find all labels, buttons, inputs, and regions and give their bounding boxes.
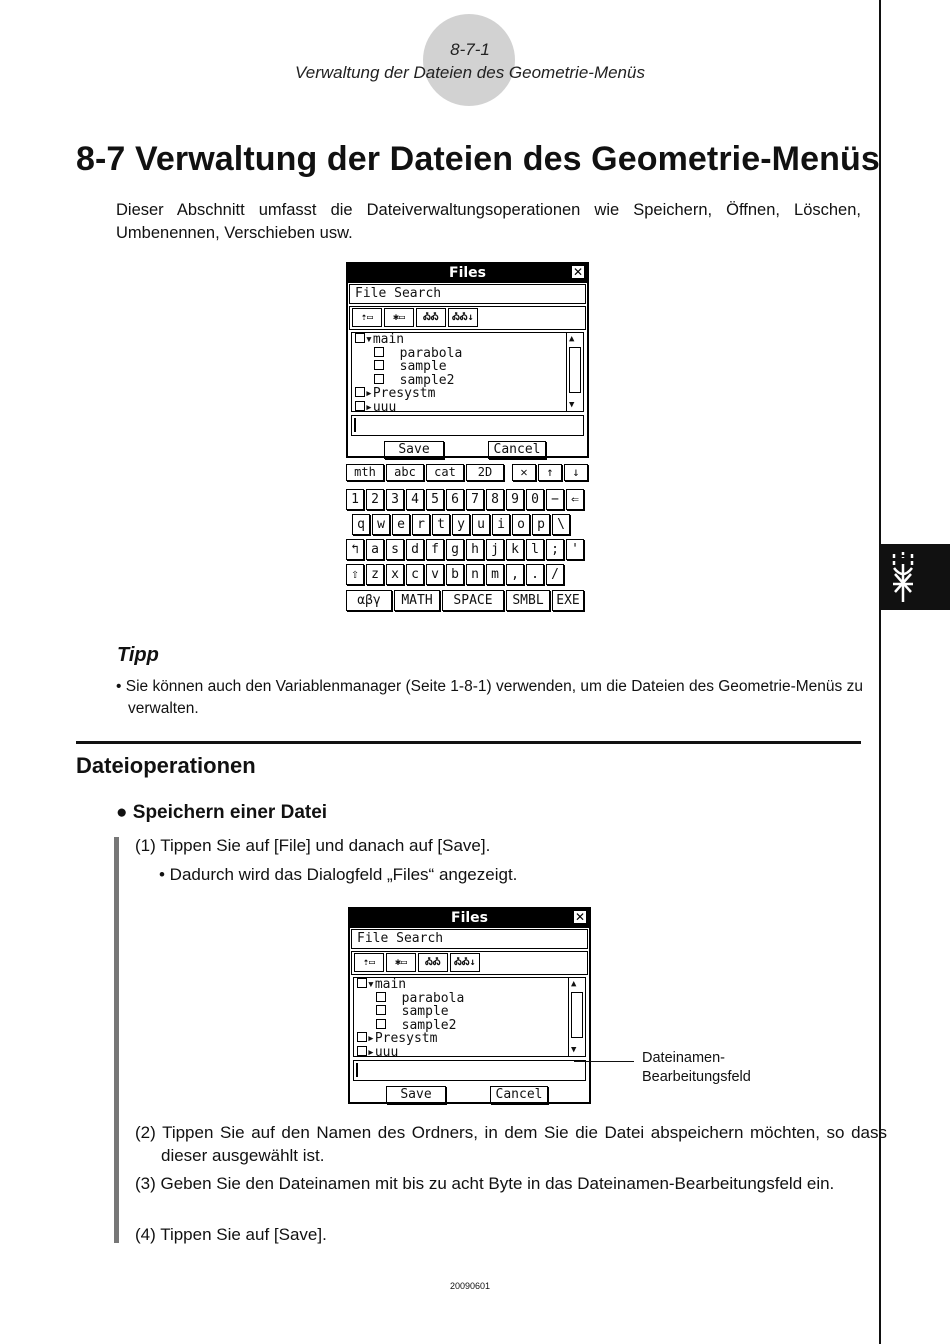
tab-abc[interactable]: abc [386, 464, 424, 481]
key[interactable]: 2 [366, 489, 384, 510]
key[interactable]: j [486, 539, 504, 560]
scrollbar[interactable] [568, 978, 585, 1056]
button-row [350, 1081, 589, 1105]
collapsed-icon: ▸ [367, 1031, 375, 1046]
expand-icon: ▾ [365, 332, 373, 347]
list-item[interactable] [354, 1032, 585, 1046]
key[interactable]: x [386, 564, 404, 585]
dialog-title [350, 909, 589, 928]
key[interactable]: ⇧ [346, 564, 364, 585]
key[interactable]: l [526, 539, 544, 560]
list-item-label: sample2 [399, 372, 455, 388]
key[interactable]: ⇐ [566, 489, 584, 510]
list-item[interactable] [352, 387, 583, 401]
button-row [348, 436, 587, 460]
page-title: 8-7 Verwaltung der Dateien des Geometrie-Menüs [76, 140, 880, 178]
key[interactable]: p [532, 514, 550, 535]
callout-label [642, 1049, 751, 1087]
files-dialog [346, 262, 589, 458]
file-list[interactable] [353, 977, 586, 1057]
expand-icon: ▾ [367, 977, 375, 992]
cancel-button[interactable]: Cancel [488, 441, 546, 459]
list-item[interactable] [352, 360, 583, 374]
folder-up-icon[interactable]: ⇡▭ [354, 953, 384, 972]
list-item-label: Presystm [374, 1031, 438, 1046]
collapsed-icon: ▸ [365, 399, 373, 412]
checkbox[interactable] [374, 360, 384, 370]
key[interactable]: i [492, 514, 510, 535]
key[interactable]: ; [546, 539, 564, 560]
scroll-down-icon[interactable]: ▼ [571, 1045, 577, 1055]
keyboard-row-qwerty [352, 514, 572, 535]
list-item[interactable] [354, 978, 585, 992]
list-item-label: main [372, 332, 405, 347]
key[interactable]: 7 [466, 489, 484, 510]
search-binoculars-icon[interactable]: ᎣᎣ [416, 308, 446, 327]
key[interactable]: n [466, 564, 484, 585]
chapter-tab [881, 544, 950, 610]
key[interactable]: z [366, 564, 384, 585]
tab-cat[interactable]: cat [426, 464, 464, 481]
files-dialog-screenshot-1 [346, 262, 589, 616]
list-item-label: uuu [374, 1044, 399, 1057]
key-space[interactable]: SPACE [442, 590, 504, 611]
list-item[interactable] [354, 1005, 585, 1019]
geometry-icon [881, 544, 950, 610]
list-item[interactable] [354, 1046, 585, 1058]
checkbox[interactable] [374, 347, 384, 357]
list-item[interactable] [354, 1019, 585, 1033]
list-item[interactable] [352, 347, 583, 361]
checkbox[interactable] [357, 1046, 367, 1056]
scrollbar[interactable] [566, 333, 583, 411]
key[interactable]: a [366, 539, 384, 560]
key[interactable]: 6 [446, 489, 464, 510]
toolbar [349, 306, 586, 330]
key[interactable]: t [432, 514, 450, 535]
subsection-heading-text: Speichern einer Datei [132, 802, 328, 823]
key[interactable]: 4 [406, 489, 424, 510]
key-math[interactable]: MATH [394, 590, 440, 611]
key-symbol[interactable]: SMBL [506, 590, 550, 611]
new-folder-icon[interactable]: ✱▭ [384, 308, 414, 327]
list-item-label: parabola [399, 345, 463, 361]
section-heading: Dateioperationen [76, 753, 256, 778]
key[interactable]: s [386, 539, 404, 560]
step-1-note: • Dadurch wird das Dialogfeld „Files“ angezeigt. [159, 865, 518, 884]
filename-field[interactable] [353, 1060, 586, 1081]
key-greek[interactable]: αβγ [346, 590, 392, 611]
folder-up-icon[interactable]: ⇡▭ [352, 308, 382, 327]
key[interactable]: , [506, 564, 524, 585]
toolbar [351, 951, 588, 975]
dialog-title-text: Files [451, 910, 488, 926]
scroll-up-icon[interactable]: ▲ [569, 334, 575, 344]
checkbox[interactable] [357, 1032, 367, 1042]
key[interactable]: y [452, 514, 470, 535]
step-3: (3) Geben Sie den Dateinamen mit bis zu acht Byte in das Dateinamen-Bearbeitungsfeld ein. [135, 1174, 835, 1193]
list-item[interactable] [352, 401, 583, 413]
checkbox[interactable] [376, 1019, 386, 1029]
tab-mth[interactable]: mth [346, 464, 384, 481]
checkbox[interactable] [355, 387, 365, 397]
text-caret [356, 1063, 358, 1077]
keyboard-tabs [346, 464, 590, 481]
header-circle [423, 14, 515, 106]
collapsed-icon: ▸ [365, 386, 373, 401]
checkbox[interactable] [355, 333, 365, 343]
collapsed-icon: ▸ [367, 1044, 375, 1057]
key[interactable]: 0 [526, 489, 544, 510]
key[interactable]: q [352, 514, 370, 535]
scroll-thumb[interactable] [571, 992, 583, 1038]
keyboard-up-icon[interactable]: ↑ [538, 464, 562, 481]
keyboard-row-asdf [346, 539, 586, 560]
key[interactable]: v [426, 564, 444, 585]
soft-keyboard [346, 464, 589, 616]
key[interactable]: e [392, 514, 410, 535]
close-icon[interactable]: ✕ [572, 265, 584, 279]
key[interactable]: / [546, 564, 564, 585]
scroll-down-icon[interactable]: ▼ [569, 400, 575, 410]
list-item-label: Presystm [372, 386, 436, 401]
list-item[interactable] [354, 992, 585, 1006]
files-dialog-screenshot-2 [348, 907, 591, 1104]
list-item-label: sample2 [401, 1017, 457, 1033]
keyboard-row-numbers [346, 489, 586, 510]
list-item-label: sample [399, 359, 447, 374]
callout-line [574, 1061, 634, 1062]
key[interactable]: 1 [346, 489, 364, 510]
scroll-up-icon[interactable]: ▲ [571, 979, 577, 989]
search-binoculars-icon[interactable]: ᎣᎣ [418, 953, 448, 972]
checkbox[interactable] [357, 978, 367, 988]
files-dialog [348, 907, 591, 1104]
key[interactable]: r [412, 514, 430, 535]
key[interactable]: k [506, 539, 524, 560]
key[interactable]: ↰ [346, 539, 364, 560]
section-divider [76, 741, 861, 744]
new-folder-icon[interactable]: ✱▭ [386, 953, 416, 972]
cancel-button[interactable]: Cancel [490, 1086, 548, 1104]
list-item[interactable] [352, 374, 583, 388]
checkbox[interactable] [355, 401, 365, 411]
key[interactable]: w [372, 514, 390, 535]
footer-code: 20090601 [449, 1281, 491, 1291]
list-item-label: sample [401, 1004, 449, 1019]
key[interactable]: d [406, 539, 424, 560]
subsection-heading: ● Speichern einer Datei [116, 802, 328, 823]
key[interactable]: . [526, 564, 544, 585]
save-button[interactable]: Save [386, 1086, 446, 1104]
text-caret [354, 418, 356, 432]
scroll-thumb[interactable] [569, 347, 581, 393]
step-2: (2) Tippen Sie auf den Namen des Ordners, in dem Sie die Datei abspeichern möchten, so dass dieser ausgewählt ist. [135, 1123, 887, 1165]
menu-bar[interactable]: File Search [349, 284, 586, 304]
procedure-bar [114, 837, 119, 1243]
key-exe[interactable]: EXE [552, 590, 584, 611]
list-item-label: main [374, 977, 407, 992]
key[interactable]: c [406, 564, 424, 585]
page-number: 8-7-1 [450, 40, 490, 59]
key[interactable]: u [472, 514, 490, 535]
close-icon[interactable]: ✕ [574, 910, 586, 924]
callout-label-line: Dateinamen- [642, 1050, 726, 1066]
key[interactable]: 3 [386, 489, 404, 510]
dialog-title [348, 264, 587, 283]
key[interactable]: ' [566, 539, 584, 560]
key[interactable]: f [426, 539, 444, 560]
search-next-icon[interactable]: ᎣᎣ↓ [448, 308, 478, 327]
tip-text: • Sie können auch den Variablenmanager (Seite 1-8-1) verwenden, um die Dateien des Geometrie-Menüs zu verwalten. [116, 678, 863, 717]
step-1: (1) Tippen Sie auf [File] und danach auf [Save]. [135, 836, 491, 855]
key[interactable]: 8 [486, 489, 504, 510]
checkbox[interactable] [376, 992, 386, 1002]
key[interactable]: − [546, 489, 564, 510]
checkbox[interactable] [376, 1005, 386, 1015]
checkbox[interactable] [374, 374, 384, 384]
tab-2d[interactable]: 2D [466, 464, 504, 481]
key[interactable]: 9 [506, 489, 524, 510]
keyboard-down-icon[interactable]: ↓ [564, 464, 588, 481]
callout-label-line: Bearbeitungsfeld [642, 1069, 751, 1085]
dialog-title-text: Files [449, 265, 486, 281]
save-button[interactable]: Save [384, 441, 444, 459]
key[interactable]: \ [552, 514, 570, 535]
key[interactable]: g [446, 539, 464, 560]
intro-paragraph: Dieser Abschnitt umfasst die Dateiverwaltungsoperationen wie Speichern, Öffnen, Löschen, Umbenennen, Verschieben usw. [116, 201, 861, 242]
key[interactable]: m [486, 564, 504, 585]
file-list[interactable] [351, 332, 584, 412]
key[interactable]: 5 [426, 489, 444, 510]
key[interactable]: b [446, 564, 464, 585]
menu-bar[interactable]: File Search [351, 929, 588, 949]
list-item-label: uuu [372, 399, 397, 412]
keyboard-row-zxcv [346, 564, 566, 585]
list-item[interactable] [352, 333, 583, 347]
running-title: Verwaltung der Dateien des Geometrie-Menüs [295, 63, 645, 82]
search-next-icon[interactable]: ᎣᎣ↓ [450, 953, 480, 972]
filename-field[interactable] [351, 415, 584, 436]
step-4: (4) Tippen Sie auf [Save]. [135, 1225, 327, 1244]
key[interactable]: o [512, 514, 530, 535]
key[interactable]: h [466, 539, 484, 560]
keyboard-close-icon[interactable]: ✕ [512, 464, 536, 481]
keyboard-row-modes [346, 590, 586, 611]
list-item-label: parabola [401, 990, 465, 1006]
tip-heading: Tipp [117, 644, 159, 666]
